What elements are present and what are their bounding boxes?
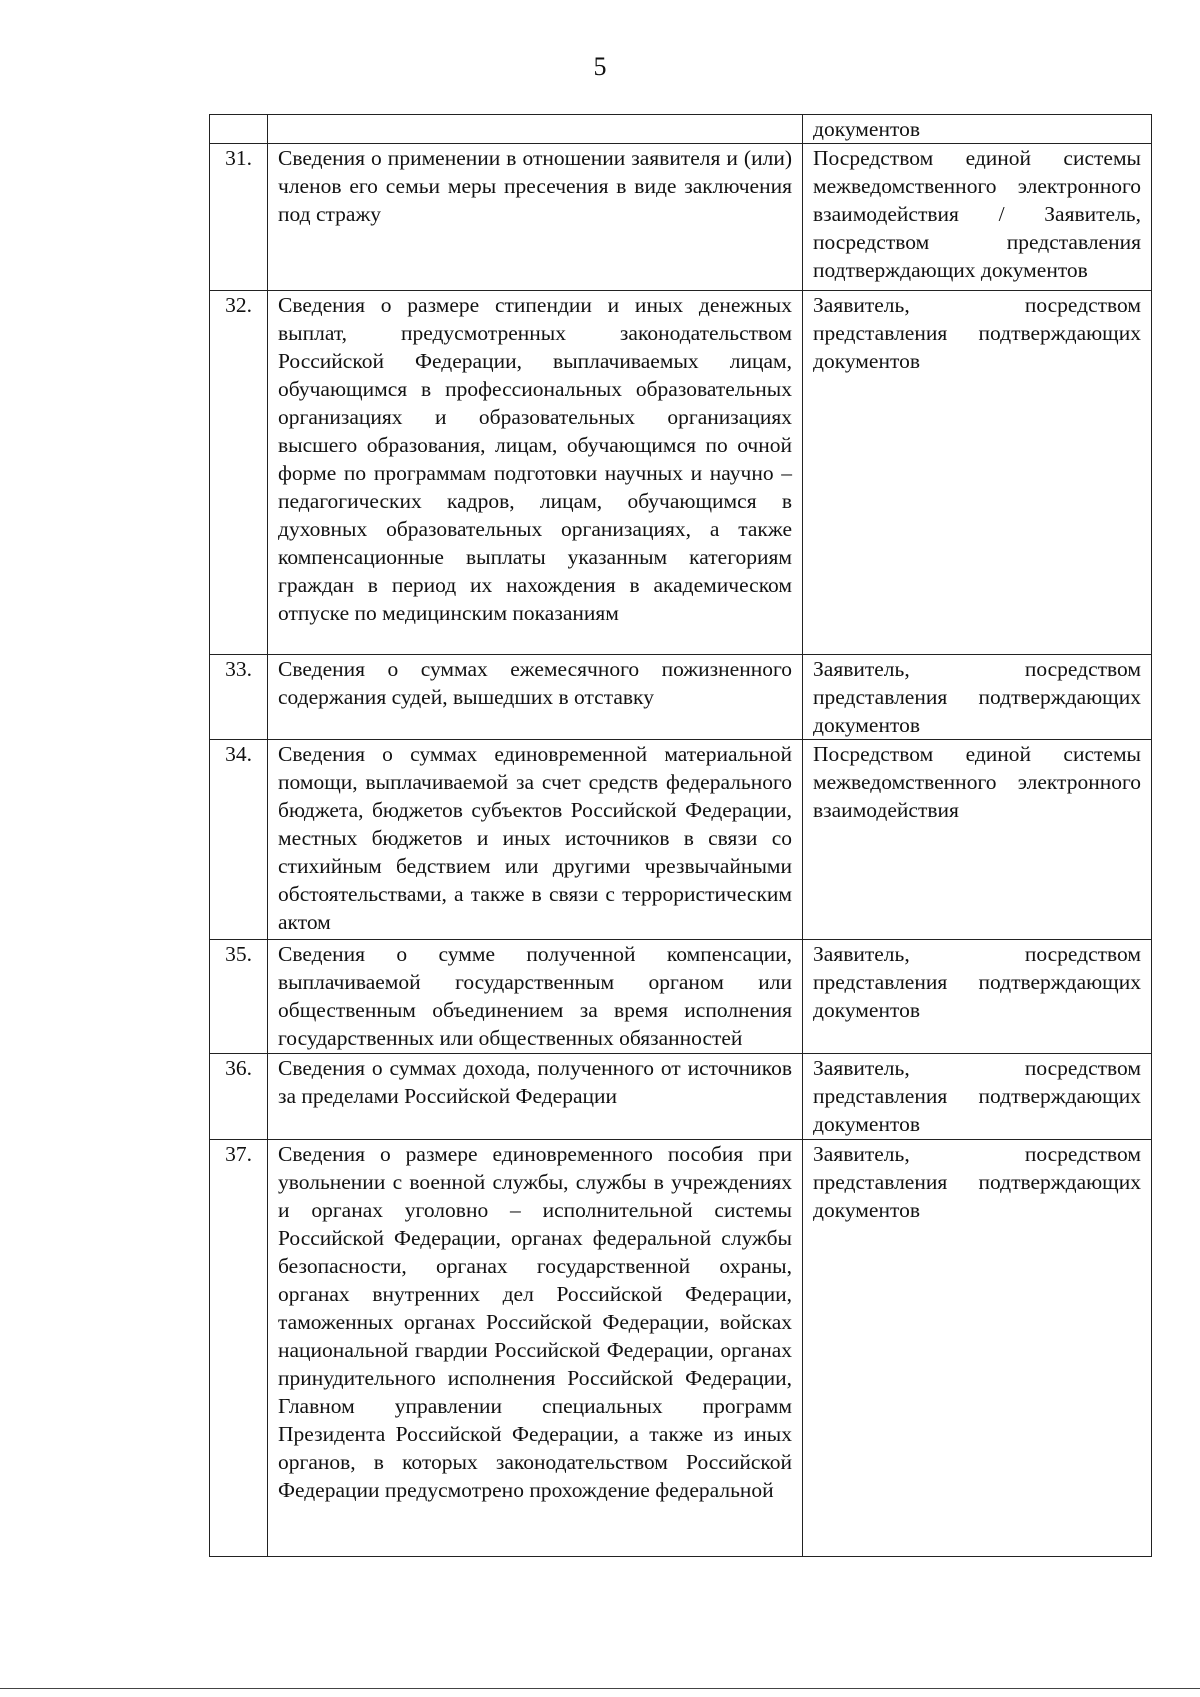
table-row: [210, 1140, 1152, 1557]
row-source: Заявитель, посредством представления подтверждающих документов: [803, 940, 1152, 1054]
page-number: 5: [593, 52, 607, 81]
row-number: 34.: [210, 740, 268, 940]
row-description: Сведения о применении в отношении заявителя и (или) членов его семьи меры пресечения в виде заключения под стражу: [268, 144, 803, 291]
row-number: 33.: [210, 655, 268, 740]
table-row: [210, 291, 1152, 655]
table-row: [210, 1054, 1152, 1140]
row-number: 32.: [210, 291, 268, 655]
row-description: Сведения о размере стипендии и иных денежных выплат, предусмотренных законодательством Российской Федерации, выплачиваемых лицам, обучающимся в профессиональных образовательных организациях и образовательных организациях высшего образования, лицам, обучающимся по очной форме по программам подготовки научных и научно – педагогических кадров, лицам, обучающимся в духовных образовательных организациях, а также компенсационные выплаты указанным категориям граждан в период их нахождения в академическом отпуске по медицинским показаниям: [268, 291, 803, 655]
row-source: Заявитель, посредством представления подтверждающих документов: [803, 1140, 1152, 1557]
table-row: [210, 144, 1152, 291]
row-source: документов: [803, 115, 1152, 144]
row-source: Посредством единой системы межведомственного электронного взаимодействия / Заявитель, посредством представления подтверждающих документов: [803, 144, 1152, 291]
row-number: 35.: [210, 940, 268, 1054]
row-number: 36.: [210, 1054, 268, 1140]
row-source: Заявитель, посредством представления подтверждающих документов: [803, 1054, 1152, 1140]
row-description: Сведения о размере единовременного пособия при увольнении с военной службы, службы в учреждениях и органах уголовно – исполнительной системы Российской Федерации, органах федеральной службы безопасности, органах государственной охраны, органах внутренних дел Российской Федерации, таможенных органах Российской Федерации, войсках национальной гвардии Российской Федерации, органах принудительного исполнения Российской Федерации, Главном управлении специальных программ Президента Российской Федерации, а также из иных органов, в которых законодательством Российской Федерации предусмотрено прохождение федеральной: [268, 1140, 803, 1557]
row-number: 37.: [210, 1140, 268, 1557]
row-description: Сведения о суммах единовременной материальной помощи, выплачиваемой за счет средств федерального бюджета, бюджетов субъектов Российской Федерации, местных бюджетов и иных источников в связи со стихийным бедствием или другими чрезвычайными обстоятельствами, а также в связи с террористическим актом: [268, 740, 803, 940]
row-source: Посредством единой системы межведомственного электронного взаимодействия: [803, 740, 1152, 940]
row-source: Заявитель, посредством представления подтверждающих документов: [803, 291, 1152, 655]
row-description: Сведения о сумме полученной компенсации, выплачиваемой государственным органом или общественным объединением за время исполнения государственных или общественных обязанностей: [268, 940, 803, 1054]
row-source: Заявитель, посредством представления подтверждающих документов: [803, 655, 1152, 740]
document-table: [209, 114, 1152, 1557]
row-description: [268, 115, 803, 144]
row-description: Сведения о суммах ежемесячного пожизненного содержания судей, вышедших в отставку: [268, 655, 803, 740]
row-description: Сведения о суммах дохода, полученного от источников за пределами Российской Федерации: [268, 1054, 803, 1140]
row-number: [210, 115, 268, 144]
table-row: [210, 115, 1152, 144]
page-bottom-rule: [0, 1688, 1200, 1689]
table-row: [210, 940, 1152, 1054]
table-row: [210, 655, 1152, 740]
row-number: 31.: [210, 144, 268, 291]
table-row: [210, 740, 1152, 940]
